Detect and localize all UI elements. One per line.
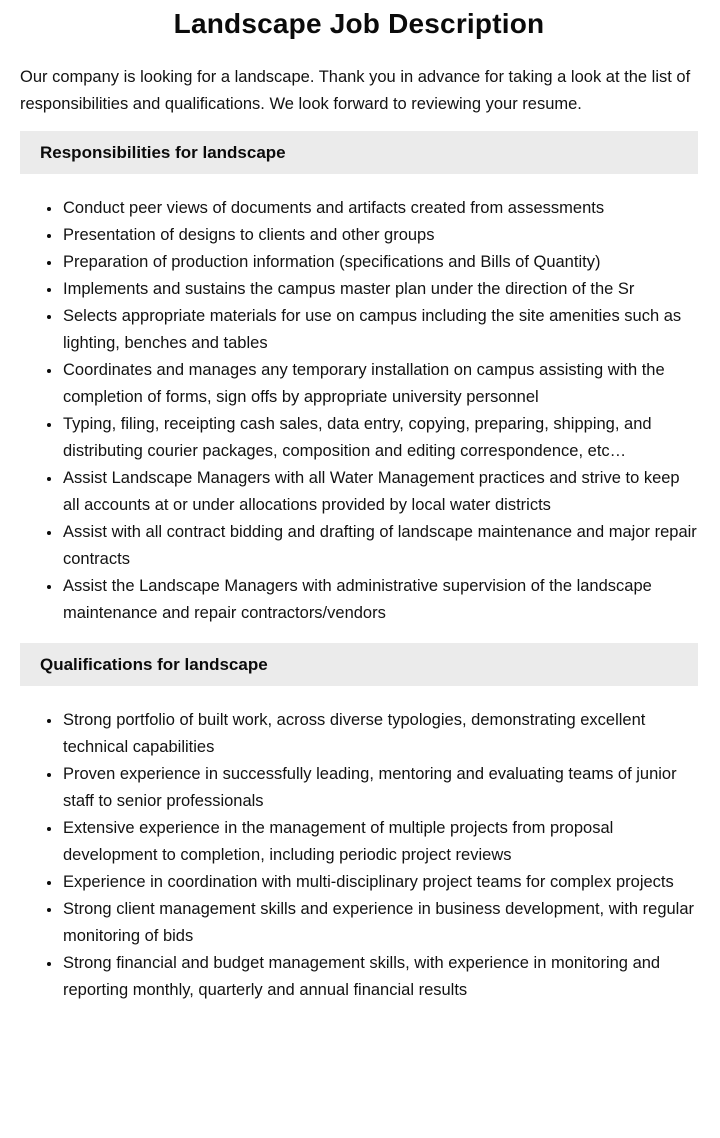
list-item: • Assist the Landscape Managers with administrative supervision of the landscape maintenance and repair contractors/vendors — [62, 573, 698, 627]
responsibilities-section — [20, 131, 698, 627]
list-item: • Experience in coordination with multi-disciplinary project teams for complex projects — [62, 869, 698, 896]
list-item: • Presentation of designs to clients and other groups — [62, 222, 698, 249]
list-item: • Extensive experience in the management of multiple projects from proposal development to completion, including periodic project reviews — [62, 815, 698, 869]
list-item: • Strong client management skills and experience in business development, with regular monitoring of bids — [62, 896, 698, 950]
list-item: • Selects appropriate materials for use on campus including the site amenities such as lighting, benches and tables — [62, 303, 698, 357]
list-item: • Implements and sustains the campus master plan under the direction of the Sr — [62, 276, 698, 303]
list-item: • Proven experience in successfully leading, mentoring and evaluating teams of junior staff to senior professionals — [62, 761, 698, 815]
list-item: • Coordinates and manages any temporary installation on campus assisting with the completion of forms, sign offs by appropriate university personnel — [62, 357, 698, 411]
qualifications-section-header: Qualifications for landscape — [20, 643, 698, 686]
list-item: • Assist Landscape Managers with all Water Management practices and strive to keep all accounts at or under allocations provided by local water districts — [62, 465, 698, 519]
list-item: • Preparation of production information (specifications and Bills of Quantity) — [62, 249, 698, 276]
responsibilities-list — [20, 195, 698, 627]
qualifications-list — [20, 707, 698, 1004]
list-item: • Assist with all contract bidding and drafting of landscape maintenance and major repair contracts — [62, 519, 698, 573]
intro-paragraph: Our company is looking for a landscape. Thank you in advance for taking a look at the list of responsibilities and qualifications. We look forward to reviewing your resume. — [20, 68, 691, 113]
page-title: Landscape Job Description — [173, 8, 545, 39]
list-item: • Strong portfolio of built work, across diverse typologies, demonstrating excellent technical capabilities — [62, 707, 698, 761]
list-item: • Conduct peer views of documents and artifacts created from assessments — [62, 195, 698, 222]
qualifications-section — [20, 643, 698, 1004]
list-item: • Strong financial and budget management skills, with experience in monitoring and reporting monthly, quarterly and annual financial results — [62, 950, 698, 1004]
responsibilities-section-header: Responsibilities for landscape — [20, 131, 698, 174]
list-item: • Typing, filing, receipting cash sales, data entry, copying, preparing, shipping, and distributing courier packages, composition and editing correspondence, etc… — [62, 411, 698, 465]
